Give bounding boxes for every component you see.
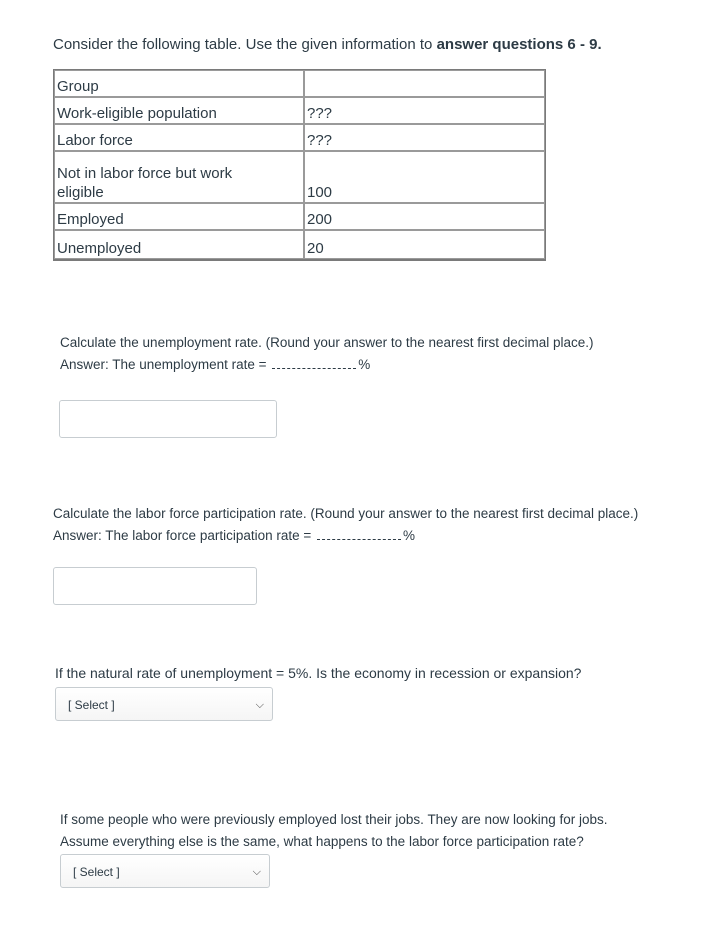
answer-line: Answer: The labor force participation rate = % xyxy=(53,528,416,543)
table-row xyxy=(54,124,545,151)
answer-blank xyxy=(317,528,401,540)
table-cell-value: 20 xyxy=(304,230,545,259)
table-cell-value: 100 xyxy=(304,151,545,203)
table-cell-label: Work-eligible population xyxy=(54,97,304,124)
answer-line: Answer: The unemployment rate = % xyxy=(60,357,371,372)
question-text: If some people who were previously employed lost their jobs. They are now looking for jobs. xyxy=(60,812,608,827)
table-row xyxy=(54,70,545,97)
data-table xyxy=(53,69,546,261)
question-unemployment-rate xyxy=(60,332,594,376)
question-text: If the natural rate of unemployment = 5%. Is the economy in recession or expansion? xyxy=(55,665,582,681)
labor-force-change-select[interactable]: [ Select ] ⌵ xyxy=(60,854,270,888)
table-cell-label: Not in labor force but work eligible xyxy=(54,151,304,203)
table-cell-label: Unemployed xyxy=(54,230,304,259)
intro-text: Consider the following table. Use the given information to answer questions 6 - 9. xyxy=(53,36,602,53)
table-cell-value: 200 xyxy=(304,203,545,230)
chevron-down-icon: ⌵ xyxy=(252,866,261,878)
table-cell-value: ??? xyxy=(304,97,545,124)
chevron-down-icon: ⌵ xyxy=(255,699,264,711)
table-cell-label: Labor force xyxy=(54,124,304,151)
question-recession-expansion xyxy=(55,662,581,684)
table-row xyxy=(54,230,545,259)
unemployment-rate-input[interactable] xyxy=(59,400,277,438)
table-cell-value xyxy=(304,70,545,97)
question-labor-force-change xyxy=(60,809,608,853)
question-participation-rate xyxy=(53,503,638,547)
table-cell-label: Employed xyxy=(54,203,304,230)
table-cell-label: Group xyxy=(54,70,304,97)
table-row xyxy=(54,203,545,230)
question-text: Assume everything else is the same, what happens to the labor force participation rate? xyxy=(60,834,584,849)
recession-expansion-select[interactable]: [ Select ] ⌵ xyxy=(55,687,273,721)
table-cell-value: ??? xyxy=(304,124,545,151)
table-row xyxy=(54,97,545,124)
answer-blank xyxy=(272,357,356,369)
question-text: Calculate the unemployment rate. (Round your answer to the nearest first decimal place.) xyxy=(60,335,594,350)
participation-rate-input[interactable] xyxy=(53,567,257,605)
question-text: Calculate the labor force participation rate. (Round your answer to the nearest first decimal place.) xyxy=(53,506,639,521)
intro-bold: answer questions 6 - 9. xyxy=(436,36,602,53)
table-row xyxy=(54,151,545,203)
